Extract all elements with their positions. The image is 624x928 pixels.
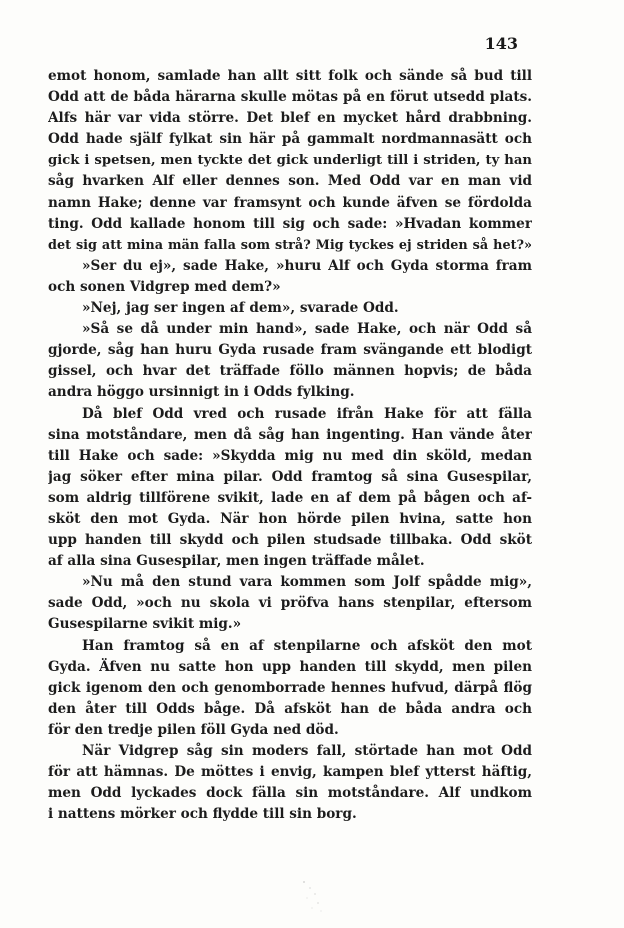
text-line: ting. Odd kallade honom till sig och sade: »Hvadan kommer — [48, 215, 532, 232]
text-line: i nattens mörker och flydde till sin borg. — [48, 806, 357, 823]
text-line: för den tredje pilen föll Gyda ned död. — [48, 721, 339, 738]
text-line: af alla sina Gusespilar, men ingen träffade målet. — [48, 553, 425, 570]
text-line: gick igenom den och genomborrade hennes hufvud, därpå flög — [48, 679, 532, 696]
body-text — [48, 66, 532, 825]
text-line: och sonen Vidgrep med dem?» — [48, 278, 281, 295]
text-line: gick i spetsen, men tyckte det gick underligt till i striden, ty han — [48, 153, 532, 169]
text-line: När Vidgrep såg sin moders fall, störtade han mot Odd — [82, 743, 532, 759]
text-line: som aldrig tillförene svikit, lade en af dem på bågen och af- — [48, 489, 532, 506]
text-line: Gyda. Äfven nu satte hon upp handen till skydd, men pilen — [48, 658, 532, 675]
text-line: gjorde, såg han huru Gyda rusade fram svängande ett blodigt — [48, 342, 532, 359]
text-line: emot honom, samlade han allt sitt folk och sände så bud till — [48, 68, 532, 84]
text-line: upp handen till skydd och pilen studsade tillbaka. Odd sköt — [48, 532, 532, 549]
text-line: Alfs här var vida större. Det blef en mycket hård drabbning. — [48, 110, 532, 127]
text-line: men Odd lyckades dock fälla sin motståndare. Alf undkom — [48, 785, 532, 802]
text-line: andra höggo ursinnigt in i Odds fylking. — [48, 384, 355, 401]
text-line: »Så se då under min hand», sade Hake, och när Odd så — [82, 321, 532, 338]
text-line: Odd hade själf fylkat sin här på gammalt nordmannasätt och — [48, 131, 532, 148]
text-line: jag söker efter mina pilar. Odd framtog så sina Gusespilar, — [48, 468, 532, 485]
text-line: Då blef Odd vred och rusade ifrån Hake för att fälla — [82, 405, 532, 422]
text-line: till Hake och sade: »Skydda mig nu med din sköld, medan — [48, 447, 532, 464]
text-line: Odd att de båda härarna skulle mötas på en förut utsedd plats. — [48, 89, 532, 106]
text-line: sköt den mot Gyda. När hon hörde pilen hvina, satte hon — [48, 510, 532, 527]
page-number: 143 — [484, 34, 518, 53]
text-line: den åter till Odds båge. Då afsköt han de båda andra och — [48, 700, 532, 717]
text-line: »Nej, jag ser ingen af dem», svarade Odd. — [82, 300, 399, 317]
paper-speck-marks — [296, 876, 336, 916]
text-line: »Ser du ej», sade Hake, »huru Alf och Gyda storma fram — [82, 257, 532, 274]
text-line: sina motståndare, men då såg han ingenting. Han vände åter — [48, 426, 532, 443]
text-line: »Nu må den stund vara kommen som Jolf spådde mig», — [82, 574, 532, 591]
text-line: sade Odd, »och nu skola vi pröfva hans stenpilar, eftersom — [48, 595, 532, 612]
text-line: namn Hake; denne var framsynt och kunde äfven se fördolda — [48, 194, 532, 211]
text-line: Han framtog så en af stenpilarne och afsköt den mot — [82, 637, 532, 654]
text-line: för att hämnas. De möttes i envig, kampen blef ytterst häftig, — [48, 764, 532, 781]
text-line: Gusespilarne svikit mig.» — [48, 616, 242, 633]
text-line: gissel, och hvar det träffade föllo männen hopvis; de båda — [48, 363, 532, 380]
text-line: såg hvarken Alf eller dennes son. Med Odd var en man vid — [48, 173, 532, 190]
text-line: det sig att mina män falla som strå? Mig tyckes ej striden så het?» — [48, 237, 532, 253]
